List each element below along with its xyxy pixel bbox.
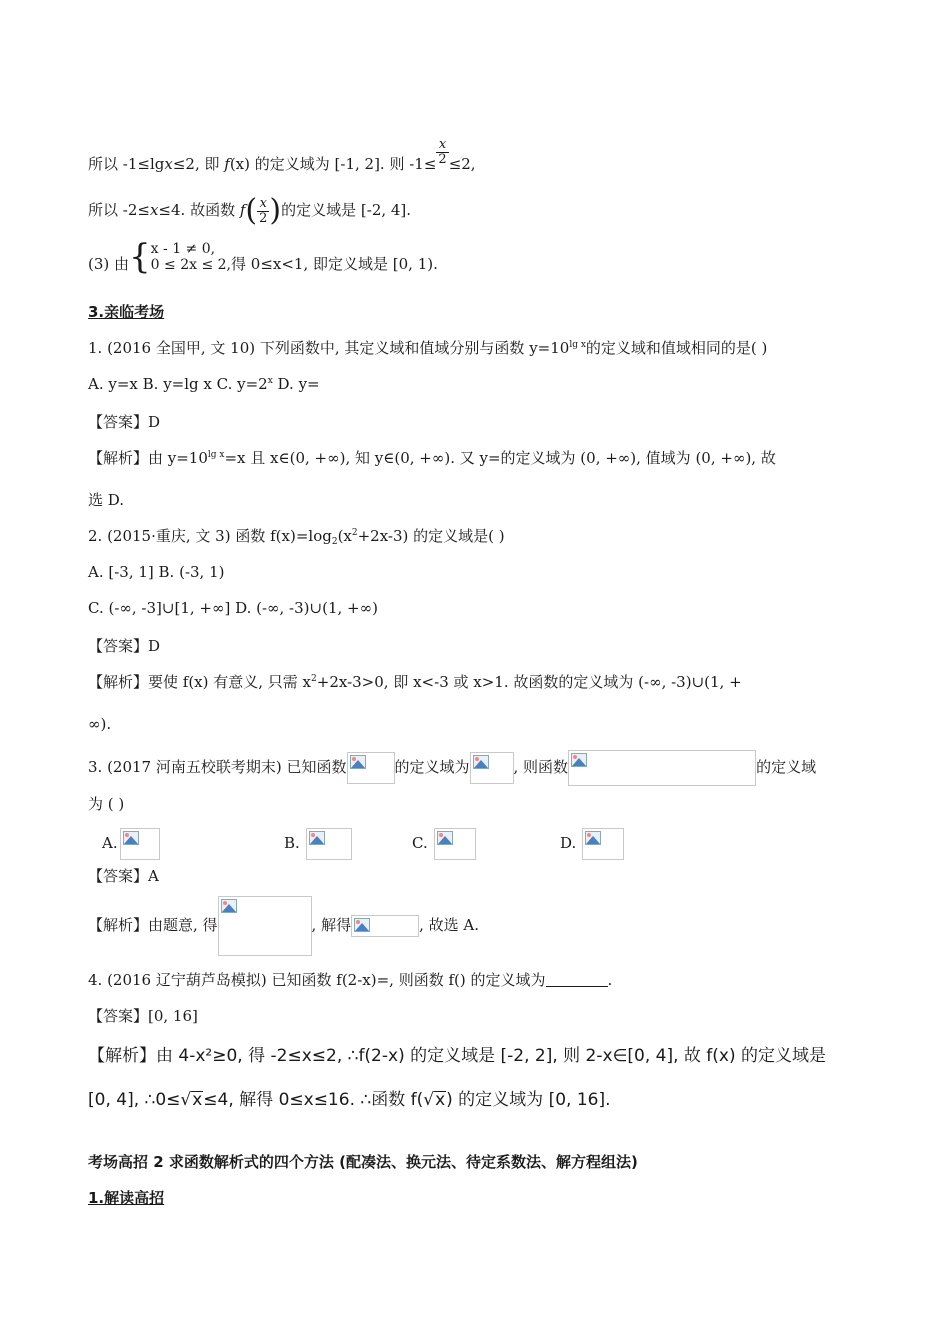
- left-brace: {: [129, 237, 151, 277]
- text: , 则函数: [513, 758, 569, 776]
- option-label: A.: [102, 834, 118, 852]
- text: 的定义域为: [394, 758, 470, 776]
- explanation-4-cont: [0, 4], ∴0≤√x≤4, 解得 0≤x≤16. ∴函数 f(√x) 的定义域为 [0, 16].: [88, 1090, 611, 1110]
- text: (x: [337, 527, 352, 545]
- explanation-2-cont: ∞).: [88, 715, 112, 733]
- explanation-4: 【解析】由 4-x²≥0, 得 -2≤x≤2, ∴f(2-x) 的定义域是 [-2, 2], 则 2-x∈[0, 4], 故 f(x) 的定义域是: [88, 1046, 827, 1066]
- text-line-2: [88, 193, 412, 228]
- answer-1: 【答案】D: [88, 413, 161, 431]
- sqrt-radicand: x: [435, 1090, 446, 1110]
- sqrt-radicand: x: [192, 1090, 203, 1110]
- question-2-options-ab: A. [-3, 1] B. (-3, 1): [88, 563, 225, 581]
- text: 【解析】要使 f(x) 有意义, 只需 x: [88, 673, 312, 691]
- text: .: [607, 971, 613, 989]
- text: , 故选 A.: [419, 916, 479, 934]
- section-heading: 3.亲临考场: [88, 303, 165, 321]
- text: 的定义域是 [-2, 4].: [281, 201, 412, 219]
- denominator: 2: [259, 210, 268, 226]
- text: D. y=: [272, 375, 320, 393]
- text: 4. (2016 辽宁葫芦岛模拟) 已知函数 f(2-x)=, 则函数 f() 的定义域为: [88, 971, 546, 989]
- superscript: lg x: [569, 340, 586, 350]
- broken-image-icon: [351, 915, 419, 937]
- equation-system: [129, 237, 232, 277]
- question-4: [88, 970, 612, 990]
- answer-4: 【答案】[0, 16]: [88, 1007, 198, 1025]
- var: x: [149, 201, 159, 219]
- text: 1. (2016 全国甲, 文 10) 下列函数中, 其定义域和值域分别与函数 y=10: [88, 339, 570, 357]
- text: (3) 由: [88, 255, 130, 273]
- answer-2: 【答案】D: [88, 637, 161, 655]
- text: 所以 -1≤lg: [88, 155, 165, 173]
- question-2: [88, 526, 505, 546]
- text: (x): [229, 155, 250, 173]
- denominator: 2: [438, 152, 447, 167]
- topic-heading: 考场高招 2 求函数解析式的四个方法 (配凑法、换元法、待定系数法、解方程组法): [88, 1153, 638, 1171]
- text: =x 且 x∈(0, +∞), 知 y∈(0, +∞). 又 y=的定义域为 (0, +∞), 值域为 (0, +∞), 故: [224, 449, 776, 467]
- question-2-options-cd: C. (-∞, -3]∪[1, +∞] D. (-∞, -3)∪(1, +∞): [88, 599, 378, 617]
- text: +2x-3>0, 即 x<-3 或 x>1. 故函数的定义域为 (-∞, -3)∪(1, +: [316, 673, 742, 691]
- row: 0 ≤ 2x ≤ 2,: [150, 257, 232, 273]
- var: x: [164, 155, 173, 173]
- question-3-options-c: [412, 828, 476, 860]
- numerator: x: [436, 138, 448, 153]
- explanation-1-cont: 选 D.: [88, 491, 125, 509]
- text-line-3: [88, 237, 438, 277]
- superscript: 2: [351, 528, 358, 538]
- superscript: lg x: [207, 450, 225, 460]
- broken-image-icon: [306, 828, 352, 860]
- broken-image-icon: [347, 752, 395, 784]
- explanation-1: [88, 448, 776, 468]
- text: A. y=x B. y=lg x C. y=2: [88, 375, 268, 393]
- broken-image-icon: [434, 828, 476, 860]
- text: 的定义域为 [-1, 2]. 则 -1≤: [249, 155, 437, 173]
- text: 【解析】由题意, 得: [88, 916, 218, 934]
- text: 的定义域: [756, 758, 817, 776]
- explanation-3: [88, 896, 479, 956]
- text: ≤4. 故函数: [158, 201, 240, 219]
- text: ) 的定义域为 [0, 16].: [446, 1090, 611, 1110]
- option-label: C.: [412, 834, 428, 852]
- broken-image-icon: [218, 896, 312, 956]
- superscript: x: [267, 376, 273, 386]
- answer-3: 【答案】A: [88, 867, 159, 885]
- section-heading: 1.解读高招: [88, 1189, 165, 1207]
- row: x - 1 ≠ 0,: [150, 241, 216, 257]
- text: 所以 -2≤: [88, 201, 150, 219]
- question-3-options-b: [284, 828, 352, 860]
- subscript: 2: [331, 537, 338, 547]
- question-3-options-d: [560, 828, 624, 860]
- broken-image-icon: [582, 828, 624, 860]
- left-paren: (: [245, 193, 258, 228]
- broken-image-icon: [568, 750, 756, 786]
- text: +2x-3) 的定义域是( ): [357, 527, 505, 545]
- fraction-x-over-2: [257, 197, 269, 226]
- question-3-options: [102, 828, 160, 860]
- question-1-options: [88, 374, 320, 394]
- text: 的定义域和值域相同的是( ): [585, 339, 768, 357]
- text: ≤4, 解得 0≤x≤16. ∴函数 f(: [203, 1090, 424, 1110]
- text: 3. (2017 河南五校联考期末) 已知函数: [88, 758, 347, 776]
- question-1: [88, 338, 767, 358]
- option-label: D.: [560, 834, 577, 852]
- text: 得 0≤x<1, 即定义域是 [0, 1).: [231, 255, 438, 273]
- text: , 解得: [311, 916, 352, 934]
- var: f: [239, 201, 246, 219]
- text-line-1: [88, 138, 476, 174]
- question-3-cont: 为 ( ): [88, 795, 125, 813]
- superscript: 2: [311, 674, 317, 684]
- text: ≤2,: [448, 155, 476, 173]
- explanation-2: [88, 672, 742, 692]
- text: ≤2, 即: [172, 155, 225, 173]
- text: 2. (2015·重庆, 文 3) 函数 f(x)=log: [88, 527, 332, 545]
- broken-image-icon: [470, 752, 514, 784]
- right-paren: ): [269, 193, 282, 228]
- text: [0, 4], ∴0≤: [88, 1090, 181, 1110]
- answer-blank: [546, 970, 608, 987]
- var: f: [224, 155, 230, 173]
- option-label: B.: [284, 834, 300, 852]
- question-3: [88, 750, 816, 786]
- broken-image-icon: [120, 828, 160, 860]
- fraction-x-over-2: [436, 138, 448, 167]
- system-rows: [151, 241, 231, 273]
- numerator: x: [257, 197, 269, 212]
- text: 【解析】由 y=10: [88, 449, 208, 467]
